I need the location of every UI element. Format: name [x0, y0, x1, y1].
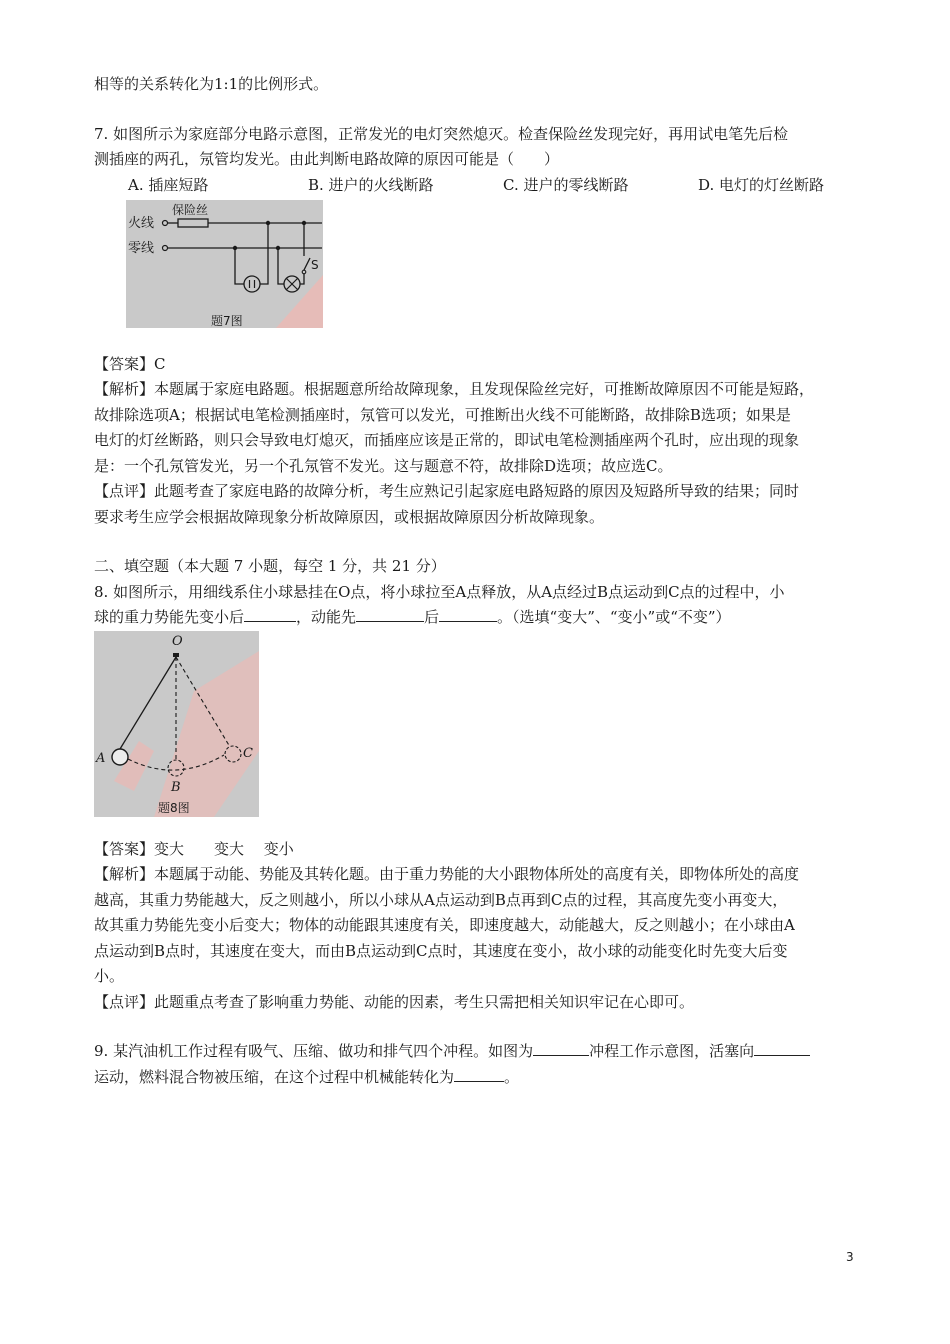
q9-stem-part-4: 。: [504, 1067, 520, 1086]
ball-at-a: [112, 749, 128, 765]
section-2-title: 二、填空题（本大题 7 小题，每空 1 分，共 21 分）: [94, 557, 446, 575]
live-wire-label: 火线: [128, 215, 155, 231]
q7-options: [94, 173, 864, 198]
q7-stem-line-1: 7. 如图所示为家庭部分电路示意图，正常发光的电灯突然熄灭。检查保险丝发现完好，再用试电笔先后检: [94, 124, 789, 143]
q9-blank-2[interactable]: [754, 1041, 810, 1056]
label-b: B: [171, 779, 181, 795]
q7-analysis-line-3: 电灯的灯丝断路，则只会导致电灯熄灭，而插座应该是正常的，即试电笔检测插座两个孔时，应出现的现象: [94, 431, 800, 449]
q8-stem-part-2: ，动能先: [296, 608, 357, 626]
q7-analysis-line-2: 故排除选项A；根据试电笔检测插座时，氖管可以发光，可推断出火线不可能断路，故排除B选项；如果是: [94, 405, 791, 424]
q8-blank-3[interactable]: [439, 607, 497, 622]
q7-comment-line-1: 【点评】此题考查了家庭电路的故障分析，考生应熟记引起家庭电路短路的原因及短路所导致的结果；同时: [94, 482, 800, 500]
intro-line: 相等的关系转化为1:1的比例形式。: [94, 75, 329, 93]
switch-label: S: [311, 257, 319, 272]
q7-figure-caption: 题7图: [211, 313, 243, 328]
q7-option-b: B. 进户的火线断路: [308, 175, 434, 194]
q9-stem-part-2: 冲程工作示意图，活塞向: [589, 1042, 755, 1060]
q8-analysis-line-5: 小。: [94, 967, 125, 985]
question-8: [94, 580, 864, 1016]
q8-comment: 【点评】此题重点考查了影响重力势能、动能的因素，考生只需把相关知识牢记在心即可。: [94, 992, 695, 1011]
q9-stem-part-1: 9. 某汽油机工作过程有吸气、压缩、做功和排气四个冲程。如图为: [94, 1042, 534, 1060]
q8-pendulum-figure: [94, 631, 259, 817]
q8-stem-part-4: 。（选填“变大”、“变小”或“不变”）: [497, 608, 731, 626]
q8-figure-caption: 题8图: [158, 800, 190, 815]
q8-stem-part-3: 后: [424, 608, 440, 626]
q9-blank-3[interactable]: [454, 1067, 504, 1082]
q7-analysis-line-4: 是：一个孔氖管发光，另一个孔氖管不发光。这与题意不符，故排除D选项；故应选C。: [94, 456, 673, 475]
fuse-label: 保险丝: [172, 202, 209, 217]
q7-answer: 【答案】C: [94, 354, 166, 373]
neutral-wire-label: 零线: [128, 240, 155, 256]
q8-answer: 【答案】变大 变大 变小: [94, 839, 294, 858]
label-o: O: [172, 633, 183, 649]
q8-blank-2[interactable]: [356, 607, 424, 622]
q7-stem-line-2: 测插座的两孔，氖管均发光。由此判断电路故障的原因可能是（ ）: [94, 150, 560, 168]
q8-analysis-line-4: 点运动到B点时，其速度在变大，而由B点运动到C点时，其速度在变小，故小球的动能变化时先变大后变: [94, 941, 788, 960]
q9-stem-line-1: [94, 1039, 864, 1065]
q8-stem-line-2: [94, 605, 864, 631]
q7-comment-line-2: 要求考生应学会根据故障现象分析故障原因，或根据故障原因分析故障现象。: [94, 507, 605, 526]
q9-blank-1[interactable]: [533, 1041, 589, 1056]
question-9: [94, 1039, 864, 1090]
q7-option-d: D. 电灯的灯丝断路: [698, 175, 825, 194]
pivot-point: [173, 653, 179, 657]
q8-analysis-line-1: 【解析】本题属于动能、势能及其转化题。由于重力势能的大小跟物体所处的高度有关，即物体所处的高度: [94, 865, 800, 883]
q7-analysis-line-1: 【解析】本题属于家庭电路题。根据题意所给故障现象，且发现保险丝完好，可推断故障原因不可能是短路，: [94, 380, 815, 398]
q8-stem-part-1: 球的重力势能先变小后: [94, 608, 245, 626]
page-number: 3: [846, 1250, 854, 1264]
q7-option-c: C. 进户的零线断路: [503, 175, 629, 194]
q9-stem-part-3: 运动，燃料混合物被压缩，在这个过程中机械能转化为: [94, 1067, 455, 1086]
q7-option-a: A. 插座短路: [128, 175, 209, 194]
q9-stem-line-2: [94, 1065, 864, 1091]
q8-analysis-line-2: 越高，其重力势能越大，反之则越小，所以小球从A点运动到B点再到C点的过程，其高度先变小再变大，: [94, 890, 788, 909]
q8-analysis-line-3: 故其重力势能先变小后变大；物体的动能跟其速度有关，即速度越大，动能越大，反之则越小；在小球由A: [94, 916, 795, 934]
label-a: A: [96, 750, 106, 766]
document-page: [94, 72, 864, 1090]
question-7: [94, 122, 864, 531]
label-c: C: [243, 745, 253, 761]
q8-blank-1[interactable]: [244, 607, 296, 622]
q7-circuit-figure: [126, 200, 323, 328]
q8-stem-line-1: 8. 如图所示，用细线系住小球悬挂在O点，将小球拉至A点释放，从A点经过B点运动到C点的过程中，小: [94, 582, 785, 601]
